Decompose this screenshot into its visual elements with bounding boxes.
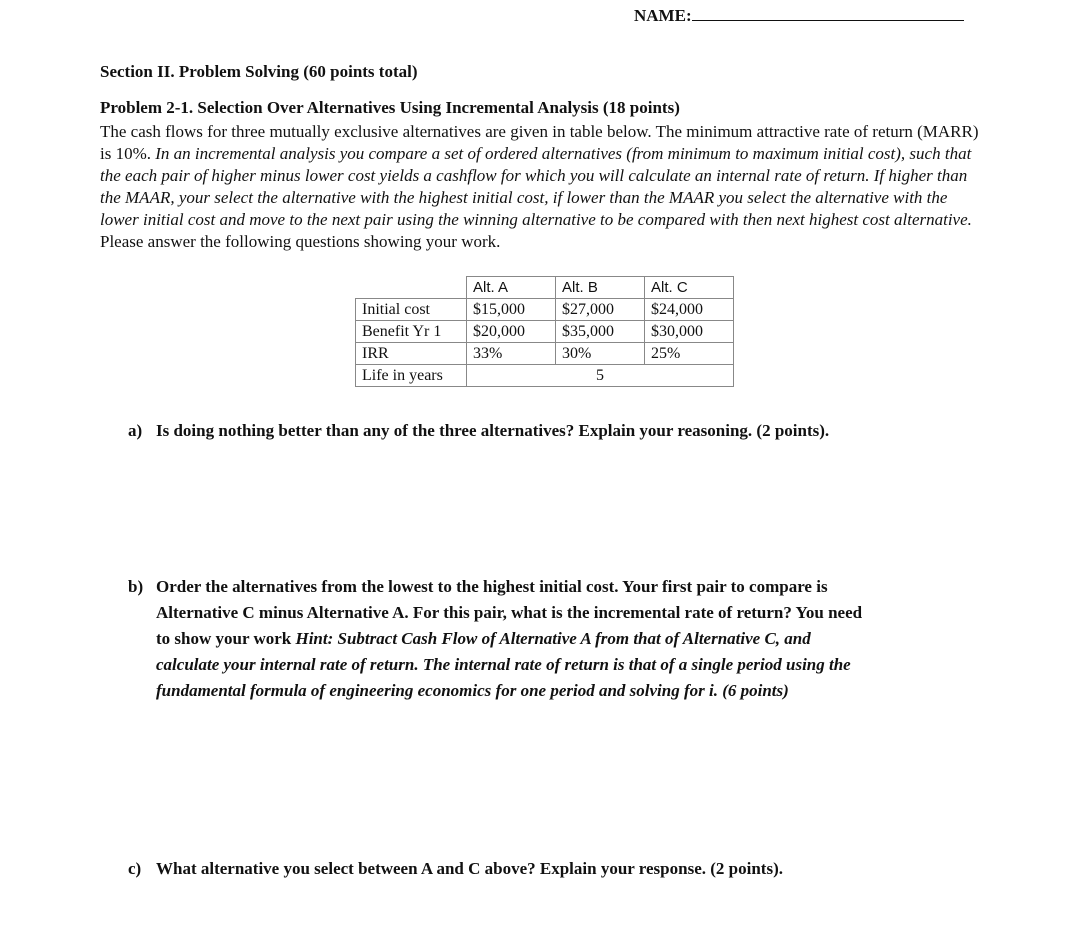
question-label: b) xyxy=(128,577,144,596)
question-line: fundamental formula of engineering economics for one period and solving for i. (6 points) xyxy=(156,681,789,700)
question-line xyxy=(128,574,988,600)
question-text: Order the alternatives from the lowest to the highest initial cost. Your first pair to compare is xyxy=(156,577,828,596)
table-cell: $27,000 xyxy=(556,299,645,321)
intro-instruction: Please answer the following questions showing your work. xyxy=(100,232,501,251)
table-row xyxy=(356,299,734,321)
question-hint: Hint: Subtract Cash Flow of Alternative A from that of Alternative C, and xyxy=(295,629,811,648)
name-blank-line[interactable] xyxy=(692,4,964,21)
table-corner-cell xyxy=(356,277,467,299)
table-cell: $20,000 xyxy=(467,321,556,343)
question-text: to show your work xyxy=(156,629,296,648)
row-label: Initial cost xyxy=(356,299,467,321)
question-text: Is doing nothing better than any of the three alternatives? Explain your reasoning. (2 points). xyxy=(156,421,830,440)
question-line xyxy=(128,626,988,652)
table-cell: $30,000 xyxy=(645,321,734,343)
name-label: NAME: xyxy=(634,6,692,25)
table-cell: 33% xyxy=(467,343,556,365)
row-label: IRR xyxy=(356,343,467,365)
row-label: Life in years xyxy=(356,365,467,387)
intro-italic-explanation: In an incremental analysis you compare a set of ordered alternatives (from minimum to maximum initial cost), such that the each pair of higher minus lower cost yields a cashflow for which you will calculate an internal rate of return. If higher than the MAAR, your select the alternative with the highest initial cost, if lower than the MAAR you select the alternative with the lower initial cost and move to the next pair using the winning alternative to be compared with then next highest cost alternative. xyxy=(100,144,972,229)
table-header-row xyxy=(356,277,734,299)
table-header-cell: Alt. C xyxy=(645,277,734,299)
row-label: Benefit Yr 1 xyxy=(356,321,467,343)
problem-title: Problem 2-1. Selection Over Alternatives Using Incremental Analysis (18 points) xyxy=(100,98,680,117)
question-b xyxy=(128,574,988,704)
question-label: c) xyxy=(128,859,142,878)
table-cell: $35,000 xyxy=(556,321,645,343)
section-title: Section II. Problem Solving (60 points total) xyxy=(100,62,418,81)
question-a xyxy=(128,421,829,441)
question-c xyxy=(128,859,783,879)
intro-paragraph xyxy=(100,121,990,231)
intro-sentence: The cash flows for three mutually exclusive alternatives are given in table below. The minimum attractive rate of return (MARR) is 10%. xyxy=(100,122,979,163)
question-line: calculate your internal rate of return. The internal rate of return is that of a single period using the xyxy=(156,655,851,674)
table-cell: 30% xyxy=(556,343,645,365)
table-row xyxy=(356,365,734,387)
table-header-cell: Alt. B xyxy=(556,277,645,299)
table-row xyxy=(356,343,734,365)
table-row xyxy=(356,321,734,343)
question-label: a) xyxy=(128,421,143,440)
question-line: Alternative C minus Alternative A. For this pair, what is the incremental rate of return? You need xyxy=(156,603,863,622)
question-text: What alternative you select between A and C above? Explain your response. (2 points). xyxy=(156,859,783,878)
table-cell: 5 xyxy=(467,365,734,387)
table-cell: 25% xyxy=(645,343,734,365)
table-cell: $24,000 xyxy=(645,299,734,321)
table-cell: $15,000 xyxy=(467,299,556,321)
alternatives-table xyxy=(355,276,734,387)
problem-intro xyxy=(100,121,990,253)
name-field xyxy=(634,4,964,26)
table-header-cell: Alt. A xyxy=(467,277,556,299)
